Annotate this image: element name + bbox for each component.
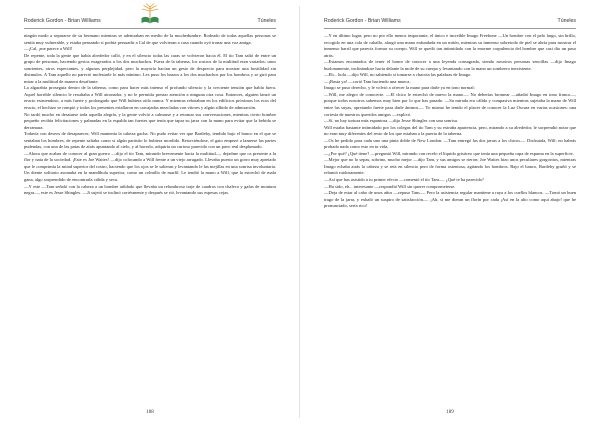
- paragraph: —Will, me alegro de conocerte. —El chico le estrechó de nuevo la mano—. No deberías bromear —añadió Imago en tono franco—, porque todos nosotros sabemos muy bien por lo que has pasado. —Su mirada era cálida y compasiva mientras sujetaba la mano de Will entre las suyas, apretando fuerte para darle ánimos—. Yo mismo he tenido el placer de conocer la Luz Oscura en varias ocasiones: una cortesía de nuestros queridos amigos —explicó.: [324, 91, 576, 117]
- header-author: Roderick Gordon - Brian Williams: [324, 18, 401, 24]
- page-number: 189: [446, 410, 454, 415]
- paragraph: De repente, toda la gente que había alrededor calló, y en el silencio todas las caras se volvieron hacia él. El tío Tam salió de entre un grupo de personas, haciendo gestos exagerados a los dos muchachos. Fuera de la taberna, los rostros de la multitud eran variados: unos sonrientes, otros expectantes, y algunos perplejidad, pero la mayoría hacían un gesto de desprecio para mostrar una hostilidad sin disimulos. A Tam aquello no pareció molestarle lo más mínimo. Les puso los brazos a los dos muchachos por los hombros y se giró para mirar a la multitud de manera desafiante.: [24, 52, 276, 84]
- paragraph: ningún modo a separarse de su hermano mientras se adentraban en medio de la muchedumbre. Rodeado de todas aquellas personas se sentía muy vulnerable, y estaba pensando si podría persuadir a Cal de que volvieran a casa cuando oyó tronar una voz amiga.: [24, 33, 276, 45]
- paragraph: La algarabía proseguía dentro de la taberna, como para hacer más intenso el profundo silencio y la creciente tensión que había fuera. Aquel horrible silencio le resultaba a Will atronador, y no le permitía prestar atención a ninguna otra cosa. Entonces, alguien lanzó un eructo estruendoso, a más fuerte y prolongado que Will hubiera oído nunca. Y mientras rebotaban en los edificios próximos los ecos del eructo, el hechizo se rompió y todos los presentes estallaron en carcajadas mezcladas con vítores y algún silbido de admiración.: [24, 85, 276, 111]
- open-book-icon: [140, 3, 160, 27]
- header-rule: [324, 28, 576, 29]
- paragraph: Will estaba bastante intimidado por los colegas del tío Tam y su extraña apariencia, pero, mirando a su alrededor, le sorprendió notar que no eran muy diferentes del resto de los que estaban a la puerta de la taberna.: [324, 124, 576, 137]
- page-body: [324, 33, 576, 400]
- paragraph: Imago se puso derecho, y le volvió a ofrecer la mano para darle ya en tono normal:: [324, 85, 475, 91]
- header-title: Túneles: [257, 18, 276, 24]
- paragraph: —¿Por qué? ¿Qué tiene? —preguntó Will, mirando con recelo el líquido grisáceo que tenía una pequeña capa de espuma en la superficie.: [324, 150, 574, 156]
- paragraph: No tardó mucho en desatarse toda aquella alegría, y la gente volvió a calmarse y a retomar sus conversaciones, mientras cierto hombre pequeño recibía felicitaciones y palmadas en la espalda tan fuertes que tenía que tapar su jarra con la mano para evitar que la bebida se derramara.: [24, 111, 276, 130]
- paragraph: —Os he pedido para cada uno una pinta doble de New London. —Tam entregó las dos jarras a los chicos—. Disfrutala, Will: no habrás probado nada como esto en tu vida.: [324, 137, 576, 150]
- paragraph: —¡Cal, ¡me parece a Will!: [24, 46, 73, 52]
- paragraph: —Así que has asistido a tu primer efecto —comentó el tío Tam—. ¿Qué te ha parecido?: [324, 177, 484, 183]
- paragraph: —Eh... hola —dijo Will, no sabiendo si tomarse a chacota las palabras de Imago.: [324, 72, 472, 78]
- right-page: [300, 0, 600, 424]
- paragraph: —Ahora que acabas de conocer al gran guerro —dijo el tío Tam, mirando brevemente hacia la multitud—, dejadme que os presente a la flor y nata de la sociedad. ¡Este es Joe Waites! —dijo colocando a Will frente a un viejo arrugado. Llevaba puesto un gorro muy apretado que le comprimía la mitad superior del rostro, haciendo que los ojos se le salieran y levantando le las mejillas en una sonrisa involuntaria. Un diente solitario asomaba en la mandíbula superior, como un colmillo de marfil. Le tendió la mano a Will, que la estrechó de mala gana, algo sorprendido de encontrarla cálida y seca.: [24, 150, 276, 183]
- page-body: [24, 33, 276, 400]
- paragraph: —Estamos encantados de tener el honor de conocer a una leyenda consagrada, siendo nosotros personas sencillas —dijo Imago burlonamente, inclinándose hacia delante la mole de su cuerpo y levantando con la mano un sombrero inexistente.: [324, 59, 576, 71]
- paragraph: —Y este —Tam señaló con la cabeza a un hombre atildado que llevaba un relumbroso traje de cuadros con chaleco y gafas de montura negra—, este es Jesse Shingles. —Ji sujetó se inclinó cortésmente y después se rió, levantando sus espesas cejas.: [24, 183, 276, 196]
- paragraph: —Deja de estar al cabo de unos años —repuso Tam—. Pero la asistencia regular mantiene a raya a los cuellos blancos. —Tomó un buen trago de la jarra, y exhaló un suspiro de satisfacción—. ¡Ah, si me dieran un florín por cada ¡Así en la alto como aquí abajo! que he pronunciado, sería rico!: [324, 190, 576, 209]
- page-header: [324, 16, 576, 26]
- paragraph: —Y en último lugar, pero no por ello menos importante, el único e increíble Imago Freebone —Un hombre con el pelo largo, sin brillo, recogido en una cola de caballo, alargó una mano enfundada en un mitón, mientras su inmenso sobretodo de piel se abría para mostrar el inmenso barril que parecía formar su cuerpo. Will se quedó tan intimidado con la enorme corpulencia del hombre que casi dio un paso atrás.: [324, 33, 576, 58]
- paragraph: —Mejor que no lo sepas, sobrino, mucho mejor —dijo Tam, y sus amigos se rieron; Joe Waites hizo unos peculiares gorgoritos, mientras Imago echaba atrás la cabeza y se reía en silencio pero de forma ostentosa, agitando los hombros. Bajo el banco, Bartleby gruñó y se relamió ruidosamente.: [324, 157, 576, 176]
- paragraph: —¡Basta ya! —cortó Tam haciendo una mueca.: [324, 78, 411, 84]
- paragraph: —Sí, no hay tortura más espantosa —dijo Jesse Shingles con una sonrisa.: [324, 118, 458, 124]
- paragraph: Todavía con deseos de desaparecer, Will mantenía la cabeza gacha. No pudo evitar ver que Bartleby, tendido bajo el banco en el que se sentaban los hombres, de repente saltaba como si algún parásito lo hubiera mordido. Retorciéndose, el gato empezó a lamerse las partes pudendas, con una de las patas de atrás apuntando al cielo, y al hacerlo, adquiría un curioso parecido con un pavo real desplumado.: [24, 131, 276, 150]
- header-rule: [24, 28, 276, 29]
- header-author: Roderick Gordon - Brian Williams: [24, 18, 101, 24]
- page-number: 188: [146, 410, 154, 415]
- paragraph: —Ha sido, eh... interesante —respondió Will sin querer comprometerse.: [324, 183, 456, 189]
- header-title: Túneles: [557, 18, 576, 24]
